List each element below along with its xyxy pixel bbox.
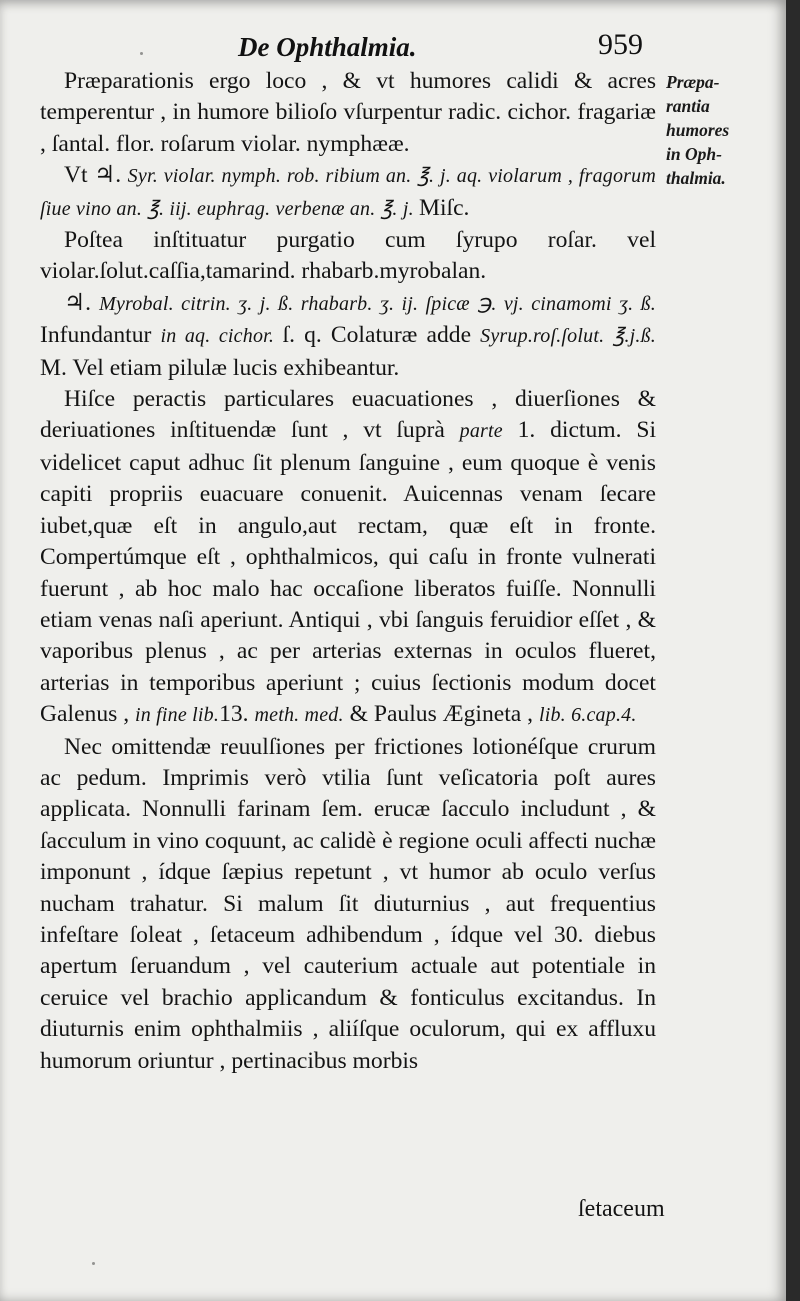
catchword: ſetaceum: [578, 1196, 665, 1222]
italic-text: Syrup.roſ.ſolut. ℥.j.ß.: [480, 325, 656, 348]
text-run: 1. dictum. Si videlicet caput adhuc ſit plenum ſanguine , eum quoque è venis capiti propriis euacuare conuenit. Auicennas venam ſecare iubet,quæ eſt in angulo,aut rectam, quæ eſt in fronte. Compertúmque eſt , ophthalmicos, qui caſu in fronte vulnerati fuerunt , ab hoc malo hac occaſione liberatos fuiſſe. Nonnulli etiam venas naſi aperiunt. Antiqui , vbi ſanguis feruidior eſſet , & vaporibus plenus , ac per arterias externas in oculos flueret, arterias in temporibus aperiunt ; cuius ſectionis modum docet Galenus ,: [40, 417, 656, 728]
body-text: [40, 66, 656, 1077]
margin-note: [666, 70, 776, 190]
page-number: 959: [598, 28, 643, 61]
text-run: M. Vel etiam pilulæ lucis exhibeantur.: [40, 354, 400, 381]
margin-note-line: humores: [666, 120, 730, 140]
page-edge-shadow: [786, 0, 800, 1301]
paragraph: [40, 384, 656, 731]
ink-speck: [92, 1262, 95, 1265]
text-run: Poſtea inſtituatur purgatio cum ſyrupo roſar. vel violar.ſolut.caſſia,tamarind. rhabarb.myrobalan.: [40, 227, 656, 285]
text-run: Nec omittendæ reuulſiones per frictiones lotionéſque crurum ac pedum. Imprimis verò vtilia ſunt veſicatoria poſt aures applicata. Nonnulli farinam ſem. erucæ ſacculo includunt , & ſacculum in vino coquunt, ac calidè è regione oculi affecti nuchæ imponunt , ídque ſæpius repetunt , vt humor ab oculo verſus nucham trahatur. Si malum ſit diuturnius , aut frequentius infeſtare ſoleat , ſetaceum adhibendum , ídque vel 30. diebus apertum ſeruandum , vel cauterium actuale aut potentiale in ceruice vel brachio applicandum & fonticulus excitandus. In diuturnis enim ophthalmiis , aliíſque oculorum, qui ex affluxu humorum oriuntur , pertinacibus morbis: [40, 733, 656, 1074]
text-run: Infundantur: [40, 322, 161, 349]
text-run: ♃.: [64, 289, 100, 316]
page-header: [0, 28, 800, 68]
margin-note-line: rantia: [666, 96, 710, 116]
text-run: ſ. q. Colaturæ adde: [282, 322, 481, 349]
italic-text: in aq. cichor.: [160, 325, 283, 348]
italic-text: meth. med.: [254, 704, 344, 727]
running-title: De Ophthalmia.: [238, 32, 417, 62]
text-run: Vt ♃.: [64, 162, 128, 189]
paragraph: [40, 66, 656, 160]
margin-note-line: in Oph-: [666, 144, 722, 164]
text-run: & Paulus Ægineta ,: [343, 701, 539, 728]
text-run: Miſc.: [418, 194, 470, 221]
margin-note-line: Præpa-: [666, 72, 720, 92]
ink-speck: [140, 52, 143, 55]
paragraph: [40, 225, 656, 288]
text-run: Hiſce peractis particulares euacuationes , diuerſiones & deriuationes inſtituendæ ſunt , vt ſuprà: [40, 386, 656, 444]
italic-text: in fine lib.: [135, 704, 220, 727]
italic-text: Syr. violar. nymph. rob. ribium an. ℥. j. aq. violarum , fragorum ſiue vino an. ℥. iij. euphrag. verbenæ an. ℥. j.: [40, 165, 656, 220]
italic-text: lib. 6.cap.4.: [538, 704, 637, 727]
paragraph: [40, 160, 656, 225]
italic-text: Myrobal. citrin. ʒ. j. ß. rhabarb. ʒ. ij. ſpicæ ℈. vj. cinamomi ʒ. ß.: [99, 292, 656, 315]
paragraph: [40, 288, 656, 384]
paragraph: [40, 732, 656, 1077]
italic-text: parte: [459, 420, 503, 443]
text-run: 13.: [219, 701, 255, 728]
text-run: Præparationis ergo loco , & vt humores calidi & acres temperentur , in humore bilioſo vſurpentur radic. cichor. fragariæ , ſantal. flor. roſarum violar. nymphææ.: [40, 68, 656, 157]
margin-note-line: thalmia.: [666, 168, 726, 188]
